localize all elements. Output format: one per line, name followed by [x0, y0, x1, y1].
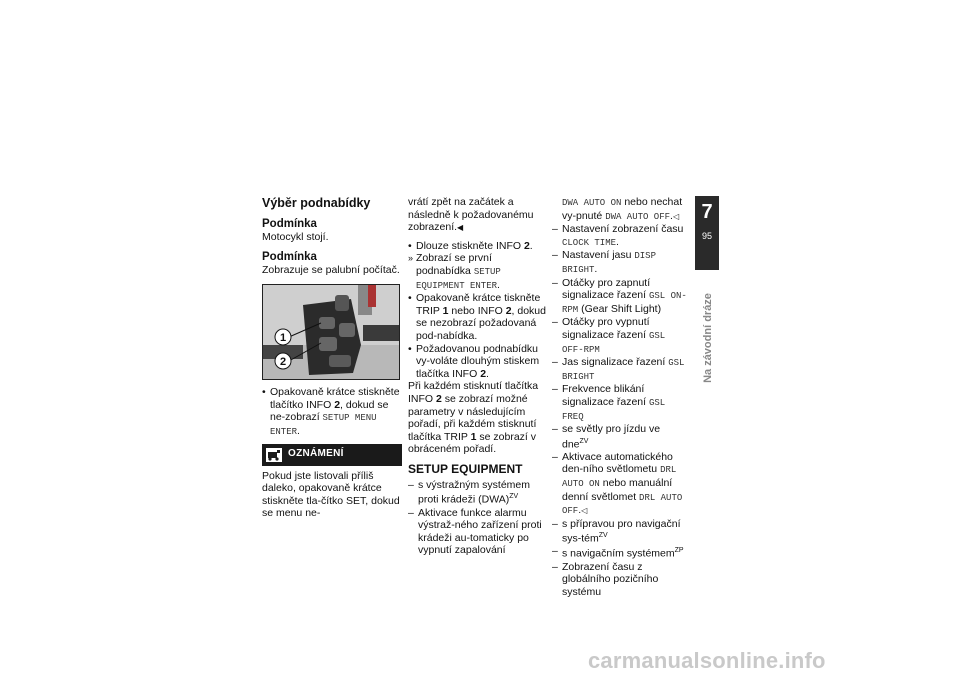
- condition-text-2: Zobrazuje se palubní počítač.: [262, 263, 400, 276]
- paragraph-order: Při každém stisknutí tlačítka INFO 2 se zobrazí možné parametry v následujícím pořadí, při každém stisknutí tlačítka TRIP 1 se zobrazí v obráceném pořadí.: [408, 380, 539, 456]
- chapter-number: 7: [701, 201, 713, 223]
- callout-1: 1: [279, 332, 287, 345]
- item-gsl-bright: – Jas signalizace řazení GSL BRIGHT: [552, 356, 688, 383]
- item-gps-time: – Zobrazení času z globálního pozičního systému: [552, 561, 688, 599]
- bullet-long-press: • Dlouze stiskněte INFO 2.: [408, 240, 546, 253]
- bullet-open-submenu: • Požadovanou podnabídku vy-voláte dlouhým stiskem tlačítka INFO 2.: [408, 343, 546, 381]
- condition-heading-1: Podmínka: [262, 218, 317, 230]
- item-gsl-off-rpm: – Otáčky pro vypnutí signalizace řazení GSL OFF-RPM: [552, 316, 688, 356]
- watermark: carmanualsonline.info: [588, 648, 826, 673]
- column-2: [408, 196, 546, 557]
- item-daytime-lights: – se světly pro jízdu ve dne$^{ZV}$: [552, 423, 688, 451]
- chapter-side-title: Na závodní dráze: [702, 293, 714, 383]
- bullet-press-info: • Opakovaně krátce stiskněte tlačítko INFO 2, dokud se ne-zobrazí SETUP MENU ENTER.: [262, 386, 402, 438]
- item-navigation-prep: – s přípravou pro navigační sys-tém$^{ZV}$: [552, 518, 688, 546]
- end-mark-icon: ◀: [457, 223, 464, 233]
- condition-text-1: Motocykl stojí.: [262, 231, 329, 243]
- handlebar-switch-illustration: [263, 285, 399, 379]
- notice-label: OZNÁMENÍ: [288, 448, 344, 460]
- handlebar-switch-photo: [262, 284, 400, 380]
- item-gsl-on-rpm: – Otáčky pro zapnutí signalizace řazení GSL ON-RPM (Gear Shift Light): [552, 277, 688, 317]
- item-clock-time: – Nastavení zobrazení času CLOCK TIME.: [552, 223, 688, 249]
- item-navigation-system: – s navigačním systémem$^{ZP}$: [552, 545, 688, 560]
- end-mark-icon: ◁: [672, 211, 680, 221]
- chapter-tab: [695, 196, 719, 270]
- column-1: [262, 196, 402, 520]
- page-number: 95: [701, 231, 712, 241]
- result-first-submenu: » Zobrazí se první podnabídka SETUP EQUIPMENT ENTER.: [408, 252, 546, 292]
- notice-text: Pokud jste listovali příliš daleko, opakovaně krátce stiskněte tla-čítko SET, dokud se menu ne-: [262, 469, 400, 520]
- item-gsl-freq: – Frekvence blikání signalizace řazení GSL FREQ: [552, 383, 688, 423]
- end-mark-icon: ◁: [581, 506, 588, 516]
- notice-box: [262, 444, 402, 466]
- motorcycle-notice-icon: [266, 448, 282, 462]
- item-disp-bright: – Nastavení jasu DISP BRIGHT.: [552, 249, 688, 276]
- callout-2: 2: [279, 356, 287, 369]
- item-dwa: – s výstražným systémem proti krádeži (DWA)$^{ZV}$: [408, 479, 546, 507]
- item-drl-auto: – Aktivace automatického den-ního světlometu DRL AUTO ON nebo manuální denní světlomet DRL AUTO OFF.◁: [552, 451, 688, 518]
- column-3: [552, 196, 688, 598]
- alarm-continuation: DWA AUTO ON nebo nechat vy-pnuté DWA AUTO OFF.◁: [562, 196, 683, 222]
- setup-equipment-heading: SETUP EQUIPMENT: [408, 461, 523, 476]
- condition-heading-2: Podmínka: [262, 250, 317, 263]
- bullet-repeat-press: • Opakovaně krátce tiskněte TRIP 1 nebo INFO 2, dokud se nezobrazí požadovaná pod-nabídka.: [408, 292, 546, 342]
- section-title: Výběr podnabídky: [262, 196, 371, 210]
- item-alarm-activation: – Aktivace funkce alarmu výstraž-ného zařízení proti krádeži au-tomaticky po vypnutí zapalování: [408, 507, 546, 557]
- notice-continuation: vrátí zpět na začátek a následně k požadovanému zobrazení.◀: [408, 196, 534, 234]
